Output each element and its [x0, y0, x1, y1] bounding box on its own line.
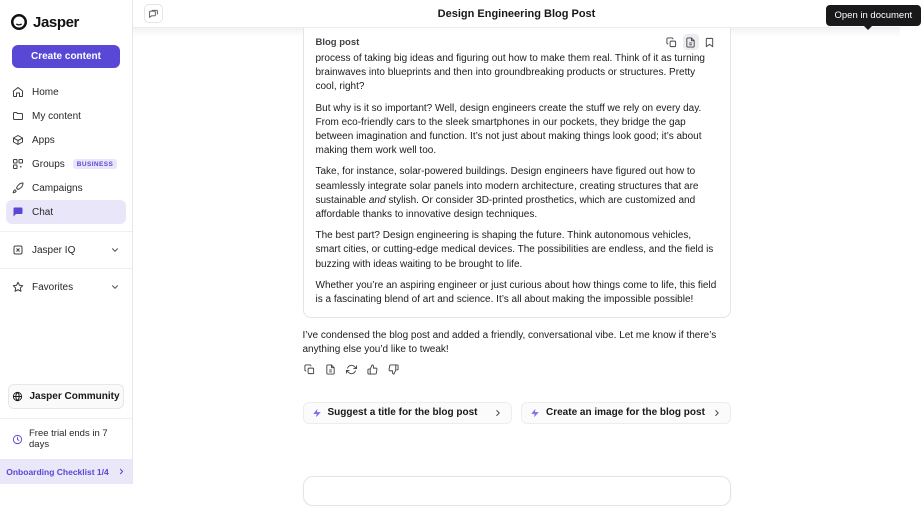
- chat-content: [133, 28, 900, 484]
- sidebar-item-apps[interactable]: [0, 128, 132, 152]
- suggest-title-chip[interactable]: [303, 402, 513, 424]
- jasper-logo[interactable]: [0, 0, 132, 39]
- refresh-icon: [346, 364, 357, 375]
- jasper-logo-icon: [10, 13, 28, 31]
- blog-post-card: [303, 28, 731, 318]
- chevron-right-icon: [493, 408, 503, 418]
- create-image-chip[interactable]: [521, 402, 731, 424]
- blog-paragraph: Take, for instance, solar-powered buildings. Design engineers have figured out how to seamlessly integrate solar panels into modern architecture, creating structures that are sustainable and stylish. Or consider 3D-printed prosthetics, which are customized and affordable thanks to innovative design techniques.: [316, 165, 718, 222]
- thumbs-down-button[interactable]: [387, 363, 401, 377]
- chat-bubble-icon: [12, 206, 24, 218]
- home-icon: [12, 86, 24, 98]
- trial-notice: [0, 418, 132, 459]
- sidebar-nav: [0, 80, 132, 224]
- clock-icon: [12, 434, 23, 445]
- copy-icon: [304, 364, 315, 375]
- jasper-iq-icon: [12, 244, 24, 256]
- sidebar-section-favorites[interactable]: [0, 276, 132, 298]
- sidebar-item-label: My content: [32, 111, 81, 122]
- sidebar-divider: [0, 231, 132, 232]
- sidebar-item-label: Campaigns: [32, 183, 83, 194]
- chat-history-button[interactable]: [144, 4, 163, 23]
- section-label: Jasper IQ: [32, 245, 75, 256]
- create-content-button[interactable]: Create content: [12, 45, 120, 68]
- open-in-document-button[interactable]: [683, 34, 699, 50]
- bookmark-icon: [704, 37, 715, 48]
- sidebar-item-label: Groups: [32, 159, 65, 170]
- sidebar-item-label: Apps: [32, 135, 55, 146]
- copy-button[interactable]: [664, 34, 680, 50]
- chat-bubbles-icon: [148, 8, 159, 19]
- bookmark-button[interactable]: [702, 34, 718, 50]
- chevron-right-icon: [117, 467, 126, 476]
- apps-box-icon: [12, 134, 24, 146]
- main-header: [133, 0, 900, 28]
- regenerate-button[interactable]: [345, 363, 359, 377]
- blog-paragraph: process of taking big ideas and figuring out how to make them real. Think of it as turning brainwaves into blueprints and then into groundbreaking products or structures. Pretty cool, right?: [316, 52, 718, 95]
- tooltip-text: Open in document: [835, 10, 913, 21]
- lightning-icon: [312, 408, 322, 418]
- lightning-icon: [530, 408, 540, 418]
- onboarding-label: Onboarding Checklist 1/4: [6, 467, 109, 477]
- thumbs-up-icon: [367, 364, 378, 375]
- blog-paragraph: The best part? Design engineering is shaping the future. Think autonomous vehicles, smart cities, or cutting-edge medical devices. The possibilities are endless, and the field is buzzing with ideas waiting to be brought to life.: [316, 229, 718, 272]
- folder-icon: [12, 110, 24, 122]
- open-document-button[interactable]: [324, 363, 338, 377]
- chevron-right-icon: [712, 408, 722, 418]
- sidebar-item-label: Home: [32, 87, 59, 98]
- star-icon: [12, 281, 24, 293]
- main-area: [133, 0, 900, 484]
- copy-icon: [666, 37, 677, 48]
- sidebar-item-groups[interactable]: [0, 152, 132, 176]
- blog-paragraph: But why is it so important? Well, design engineers create the stuff we rely on every day. From eco-friendly cars to the sleek smartphones in our pockets, they bridge the gap between imagination and function. It’s not just about making things look good; it’s about making them work well too.: [316, 102, 718, 159]
- suggestion-chips: [303, 402, 731, 424]
- sidebar-item-home[interactable]: [0, 80, 132, 104]
- section-label: Favorites: [32, 282, 73, 293]
- business-badge: BUSINESS: [73, 159, 117, 169]
- chat-message-input[interactable]: [303, 476, 731, 506]
- page-title: Design Engineering Blog Post: [438, 8, 596, 20]
- italic-word: and: [369, 195, 386, 206]
- document-icon: [325, 364, 336, 375]
- globe-icon: [12, 391, 23, 402]
- rocket-icon: [12, 182, 24, 194]
- sidebar-section-jasper-iq[interactable]: [0, 239, 132, 261]
- chevron-down-icon: [110, 282, 120, 292]
- assistant-message: I’ve condensed the blog post and added a friendly, conversational vibe. Let me know if there’s anything else you’d like to tweak!: [303, 329, 731, 357]
- sidebar-item-chat[interactable]: [6, 200, 126, 224]
- sidebar: [0, 0, 133, 484]
- blog-paragraph: Whether you’re an aspiring engineer or just curious about how things come to life, this field is a fascinating blend of art and science. It’s all about making the impossible possible!: [316, 279, 718, 307]
- jasper-logo-text: Jasper: [33, 14, 79, 31]
- thumbs-down-icon: [388, 364, 399, 375]
- thumbs-up-button[interactable]: [366, 363, 380, 377]
- sidebar-item-label: Chat: [32, 207, 53, 218]
- jasper-community-button[interactable]: [8, 384, 124, 409]
- onboarding-checklist[interactable]: [0, 459, 132, 484]
- chip-label: Create an image for the blog post: [546, 407, 705, 418]
- card-label: Blog post: [316, 34, 360, 48]
- chip-label: Suggest a title for the blog post: [328, 407, 478, 418]
- community-button-label: Jasper Community: [29, 391, 119, 402]
- tooltip-open-in-document: [826, 5, 921, 26]
- document-icon: [685, 37, 696, 48]
- message-actions: [303, 363, 731, 377]
- groups-grid-icon: [12, 158, 24, 170]
- copy-message-button[interactable]: [303, 363, 317, 377]
- sidebar-divider: [0, 268, 132, 269]
- sidebar-item-my-content[interactable]: [0, 104, 132, 128]
- chevron-down-icon: [110, 245, 120, 255]
- sidebar-item-campaigns[interactable]: [0, 176, 132, 200]
- trial-notice-text: Free trial ends in 7 days: [29, 428, 120, 450]
